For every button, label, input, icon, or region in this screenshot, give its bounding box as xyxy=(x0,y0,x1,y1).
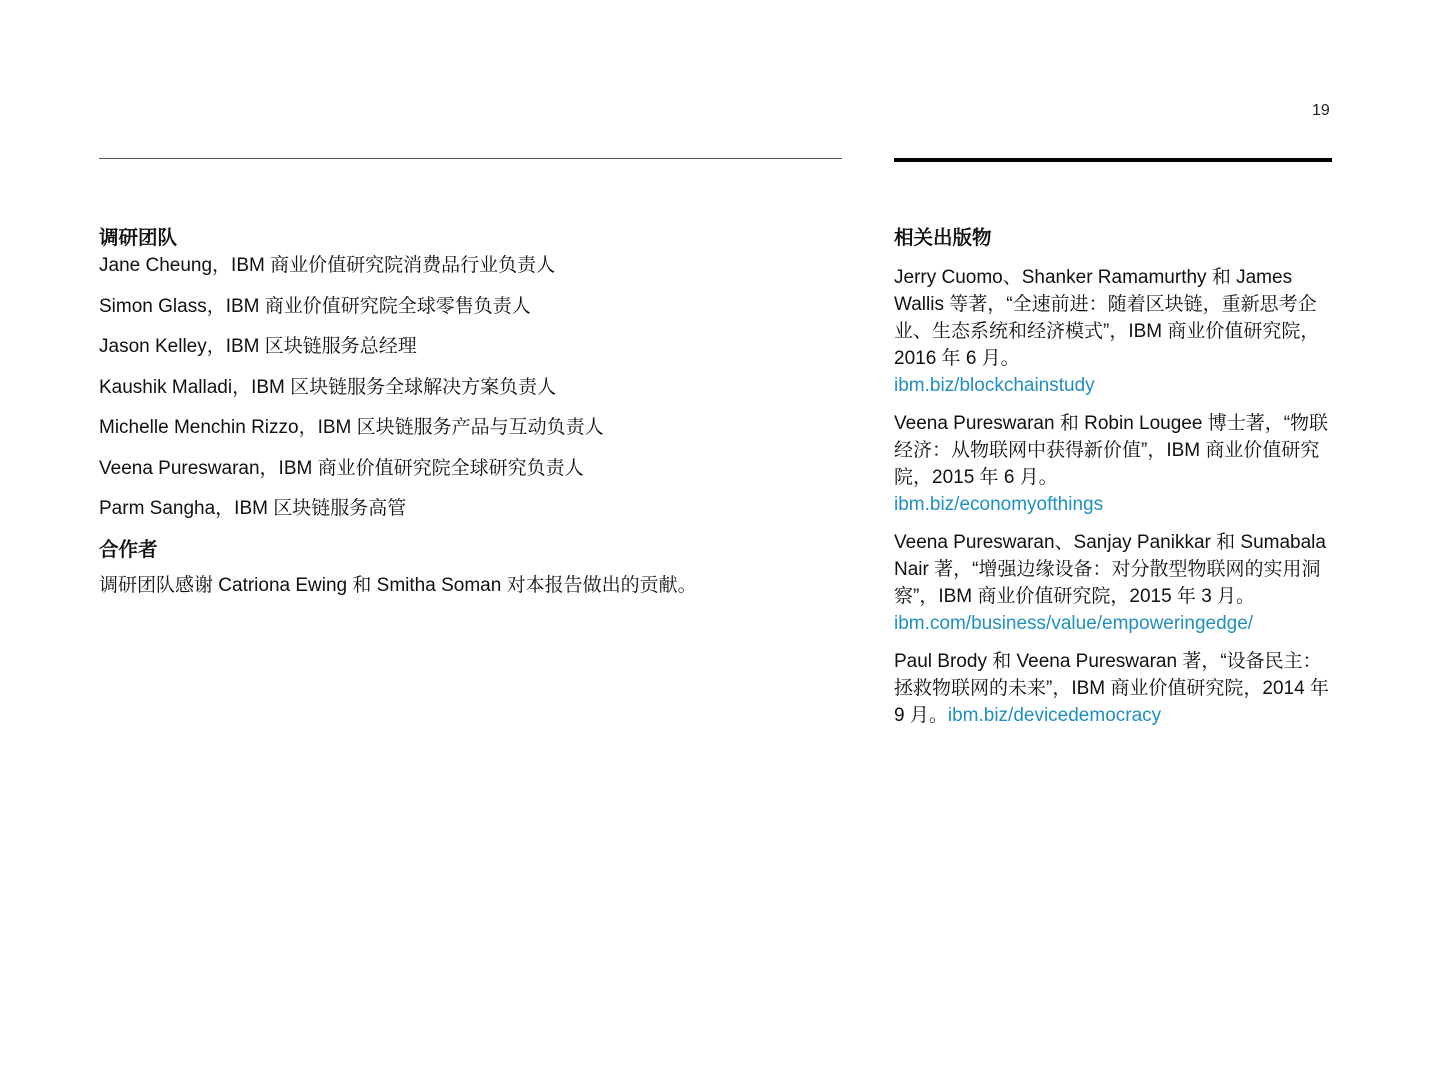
team-member: Veena Pureswaran，IBM 商业价值研究院全球研究负责人 xyxy=(99,457,584,479)
publications-heading: 相关出版物 xyxy=(894,227,992,249)
right-column xyxy=(894,224,1336,740)
contributors-text: 调研团队感谢 Catriona Ewing 和 Smitha Soman 对本报告做出的贡献。 xyxy=(99,574,697,596)
publication-text: Paul Brody 和 Veena Pureswaran 著，“设备民主：拯救物联网的未来”，IBM 商业价值研究院，2014 年 9 月。 xyxy=(894,651,1329,726)
publication-link[interactable]: ibm.biz/blockchainstudy xyxy=(894,375,1095,396)
contributors-heading: 合作者 xyxy=(99,538,158,561)
publication-link[interactable]: ibm.biz/devicedemocracy xyxy=(947,705,1162,726)
publication-item xyxy=(894,264,1336,399)
publication-item xyxy=(894,648,1336,729)
publication-text: Veena Pureswaran、Sanjay Panikkar 和 Sumabala Nair 著，“增强边缘设备：对分散型物联网的实用洞察”，IBM 商业价值研究院，2015 年 3 月。 xyxy=(894,532,1326,607)
publication-item xyxy=(894,529,1336,637)
team-heading: 调研团队 xyxy=(99,227,178,249)
team-member: Parm Sangha，IBM 区块链服务高管 xyxy=(99,498,407,519)
right-divider xyxy=(894,158,1332,162)
publication-link[interactable]: ibm.biz/economyofthings xyxy=(894,494,1104,515)
page-number: 19 xyxy=(1312,102,1330,119)
team-member: Jane Cheung，IBM 商业价值研究院消费品行业负责人 xyxy=(99,255,556,276)
team-member: Kaushik Malladi，IBM 区块链服务全球解决方案负责人 xyxy=(99,376,557,398)
publication-link[interactable]: ibm.com/business/value/empoweringedge/ xyxy=(894,613,1254,634)
left-divider xyxy=(99,158,842,159)
left-column xyxy=(99,224,839,600)
team-member: Jason Kelley，IBM 区块链服务总经理 xyxy=(99,336,417,357)
publication-text: Veena Pureswaran 和 Robin Lougee 博士著，“物联经济：从物联网中获得新价值”，IBM 商业价值研究院，2015 年 6 月。 xyxy=(894,413,1329,488)
publication-text: Jerry Cuomo、Shanker Ramamurthy 和 James Wallis 等著，“全速前进：随着区块链，重新思考企业、生态系统和经济模式”，IBM 商业价值研究院，2016 年 6 月。 xyxy=(894,267,1320,369)
publication-item xyxy=(894,410,1336,518)
team-member: Michelle Menchin Rizzo，IBM 区块链服务产品与互动负责人 xyxy=(99,417,604,438)
team-member: Simon Glass，IBM 商业价值研究院全球零售负责人 xyxy=(99,295,531,317)
